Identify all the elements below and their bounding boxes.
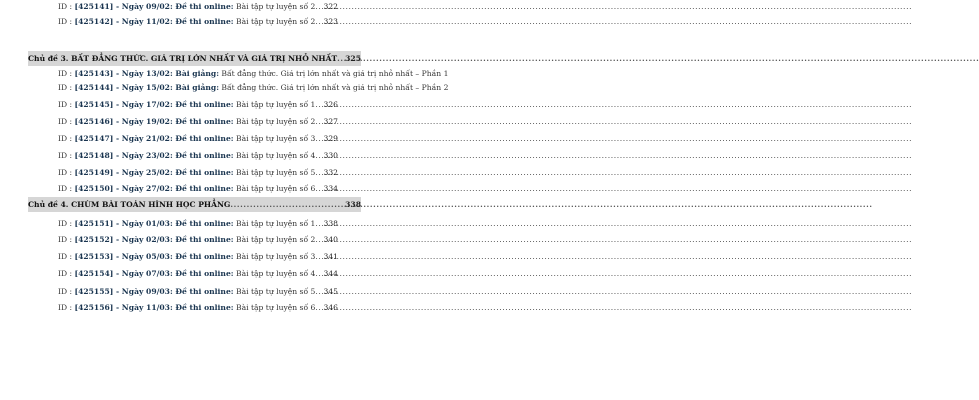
toc-entry <box>58 300 338 315</box>
chapter-heading <box>28 51 361 66</box>
entry-title: Bất đẳng thức. Giá trị lớn nhất và giá trị nhỏ nhất – Phần 2 <box>219 83 449 92</box>
entry-text: ID : [425150] - Ngày 27/02: Đề thi online: Bài tập tự luyện số 6 <box>58 184 316 193</box>
entry-title: Bài tập tự luyện số 5 <box>233 287 316 296</box>
entry-text: ID : [425143] - Ngày 13/02: Bài giảng: Bất đẳng thức. Giá trị lớn nhất và giá trị nhỏ nhất – Phần 1 <box>58 69 449 78</box>
page-number: 329 <box>323 134 338 143</box>
page-number: 334 <box>323 184 338 193</box>
leader-dots <box>337 51 344 66</box>
chapter-title: Chủ đề 4. CHÙM BÀI TOÁN HÌNH HỌC PHẲNG <box>28 200 231 209</box>
toc-entry <box>58 0 338 14</box>
page-number: 344 <box>323 269 338 278</box>
entry-title: Bài tập tự luyện số 2 <box>233 17 316 26</box>
toc-entry <box>58 131 338 146</box>
entry-title: Bất đẳng thức. Giá trị lớn nhất và giá trị nhỏ nhất – Phần 1 <box>219 69 449 78</box>
entry-text: ID : [425141] - Ngày 09/02: Đề thi online: Bài tập tự luyện số 2 <box>58 2 316 11</box>
entry-id: [425151] - Ngày 01/03: Đề thi online: <box>74 219 234 228</box>
entry-text: ID : [425144] - Ngày 15/02: Bài giảng: Bất đẳng thức. Giá trị lớn nhất và giá trị nhỏ nhất – Phần 2 <box>58 83 449 92</box>
toc-entry <box>58 114 338 129</box>
entry-id: [425153] - Ngày 05/03: Đề thi online: <box>74 252 234 261</box>
toc-entry <box>58 232 338 247</box>
page-number: 340 <box>323 235 338 244</box>
page-number: 338 <box>345 200 361 209</box>
leader-dots <box>315 232 322 247</box>
entry-title: Bài tập tự luyện số 6 <box>233 184 316 193</box>
entry-id: [425150] - Ngày 27/02: Đề thi online: <box>74 184 234 193</box>
entry-id: [425141] - Ngày 09/02: Đề thi online: <box>74 2 234 11</box>
entry-id: [425152] - Ngày 02/03: Đề thi online: <box>74 235 234 244</box>
page-number: 327 <box>323 117 338 126</box>
entry-id: [425147] - Ngày 21/02: Đề thi online: <box>74 134 234 143</box>
page-number: 341 <box>323 252 338 261</box>
toc-entry <box>58 148 338 163</box>
page-number: 322 <box>323 2 338 11</box>
page-number: 330 <box>323 151 338 160</box>
entry-id: [425155] - Ngày 09/03: Đề thi online: <box>74 287 234 296</box>
entry-id: [425146] - Ngày 19/02: Đề thi online: <box>74 117 234 126</box>
leader-dots <box>315 0 322 14</box>
leader-dots <box>315 165 322 180</box>
entry-id: [425144] - Ngày 15/02: Bài giảng: <box>74 83 220 92</box>
toc-entry <box>58 284 338 299</box>
page-number: 332 <box>323 168 338 177</box>
leader-dots <box>315 249 322 264</box>
entry-id: [425142] - Ngày 11/02: Đề thi online: <box>74 17 234 26</box>
toc-entry <box>58 181 338 196</box>
entry-text: ID : [425151] - Ngày 01/03: Đề thi online: Bài tập tự luyện số 1 <box>58 219 316 228</box>
toc-entry <box>58 165 338 180</box>
toc-entry <box>58 80 449 95</box>
entry-title: Bài tập tự luyện số 4 <box>233 151 316 160</box>
entry-text: ID : [425148] - Ngày 23/02: Đề thi online: Bài tập tự luyện số 4 <box>58 151 316 160</box>
entry-title: Bài tập tự luyện số 3 <box>233 252 316 261</box>
leader-dots <box>315 14 322 29</box>
entry-title: Bài tập tự luyện số 5 <box>233 168 316 177</box>
toc-entry <box>58 266 338 281</box>
toc-entry <box>58 14 338 29</box>
leader-dots <box>315 148 322 163</box>
toc-entry <box>58 97 338 112</box>
leader-dots <box>315 300 322 315</box>
entry-title: Bài tập tự luyện số 6 <box>233 303 316 312</box>
leader-dots <box>315 131 322 146</box>
entry-title: Bài tập tự luyện số 1 <box>233 219 316 228</box>
entry-title: Bài tập tự luyện số 2 <box>233 235 316 244</box>
leader-dots <box>315 216 322 231</box>
entry-text: ID : [425147] - Ngày 21/02: Đề thi online: Bài tập tự luyện số 3 <box>58 134 316 143</box>
entry-text: ID : [425156] - Ngày 11/03: Đề thi online: Bài tập tự luyện số 6 <box>58 303 316 312</box>
entry-text: ID : [425155] - Ngày 09/03: Đề thi online: Bài tập tự luyện số 5 <box>58 287 316 296</box>
entry-text: ID : [425146] - Ngày 19/02: Đề thi online: Bài tập tự luyện số 2 <box>58 117 316 126</box>
entry-text: ID : [425149] - Ngày 25/02: Đề thi online: Bài tập tự luyện số 5 <box>58 168 316 177</box>
entry-id: [425149] - Ngày 25/02: Đề thi online: <box>74 168 234 177</box>
chapter-title: Chủ đề 3. BẤT ĐẲNG THỨC. GIÁ TRỊ LỚN NHẤT VÀ GIÁ TRỊ NHỎ NHẤT <box>28 54 338 63</box>
entry-title: Bài tập tự luyện số 4 <box>233 269 316 278</box>
entry-id: [425148] - Ngày 23/02: Đề thi online: <box>74 151 234 160</box>
toc-entry <box>58 249 338 264</box>
toc-entry <box>58 216 338 231</box>
entry-id: [425143] - Ngày 13/02: Bài giảng: <box>74 69 220 78</box>
entry-text: ID : [425153] - Ngày 05/03: Đề thi online: Bài tập tự luyện số 3 <box>58 252 316 261</box>
page-number: 338 <box>323 219 338 228</box>
leader-dots <box>315 97 322 112</box>
chapter-heading <box>28 197 361 212</box>
leader-dots <box>230 197 344 212</box>
leader-dots <box>315 266 322 281</box>
entry-id: [425145] - Ngày 17/02: Đề thi online: <box>74 100 234 109</box>
page-number: 326 <box>323 100 338 109</box>
entry-text: ID : [425145] - Ngày 17/02: Đề thi online: Bài tập tự luyện số 1 <box>58 100 316 109</box>
leader-dots <box>315 114 322 129</box>
entry-title: Bài tập tự luyện số 2 <box>233 2 316 11</box>
entry-title: Bài tập tự luyện số 2 <box>233 117 316 126</box>
document-page <box>0 0 449 400</box>
page-number: 345 <box>323 287 338 296</box>
leader-dots <box>315 181 322 196</box>
page-number: 346 <box>323 303 338 312</box>
leader-dots <box>315 284 322 299</box>
toc-entry <box>58 66 449 81</box>
entry-id: [425154] - Ngày 07/03: Đề thi online: <box>74 269 234 278</box>
entry-title: Bài tập tự luyện số 1 <box>233 100 316 109</box>
entry-text: ID : [425154] - Ngày 07/03: Đề thi online: Bài tập tự luyện số 4 <box>58 269 316 278</box>
entry-text: ID : [425142] - Ngày 11/02: Đề thi online: Bài tập tự luyện số 2 <box>58 17 316 26</box>
entry-title: Bài tập tự luyện số 3 <box>233 134 316 143</box>
entry-text: ID : [425152] - Ngày 02/03: Đề thi online: Bài tập tự luyện số 2 <box>58 235 316 244</box>
page-number: 325 <box>345 54 361 63</box>
entry-id: [425156] - Ngày 11/03: Đề thi online: <box>74 303 234 312</box>
page-number: 323 <box>323 17 338 26</box>
